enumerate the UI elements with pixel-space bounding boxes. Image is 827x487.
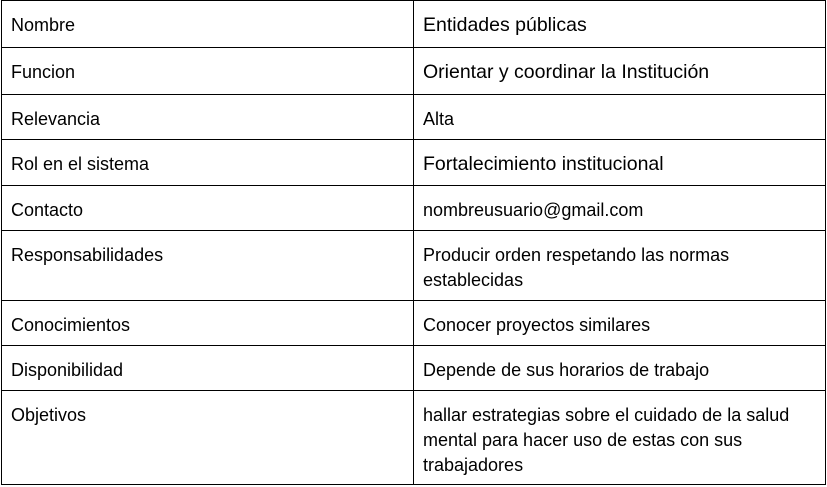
row-value: Entidades públicas [414,1,826,48]
row-label: Funcion [2,48,414,95]
row-value: Orientar y coordinar la Institución [414,48,826,95]
row-label: Responsabilidades [2,231,414,301]
row-label: Nombre [2,1,414,48]
table-row [2,346,826,391]
info-table [1,0,826,485]
row-label: Conocimientos [2,301,414,346]
row-label: Objetivos [2,391,414,485]
table-row [2,186,826,231]
row-value: nombreusuario@gmail.com [414,186,826,231]
table-row [2,1,826,48]
row-value: Alta [414,95,826,140]
row-label: Contacto [2,186,414,231]
table-row [2,231,826,301]
row-value: Fortalecimiento institucional [414,140,826,186]
row-value: Depende de sus horarios de trabajo [414,346,826,391]
table-row [2,301,826,346]
row-label: Rol en el sistema [2,140,414,186]
table-row [2,48,826,95]
row-value: Conocer proyectos similares [414,301,826,346]
table-row [2,391,826,485]
table-row [2,140,826,186]
row-value: Producir orden respetando las normas establecidas [414,231,826,301]
row-value: hallar estrategias sobre el cuidado de la salud mental para hacer uso de estas con sus trabajadores [414,391,826,485]
row-label: Relevancia [2,95,414,140]
table-row [2,95,826,140]
row-label: Disponibilidad [2,346,414,391]
